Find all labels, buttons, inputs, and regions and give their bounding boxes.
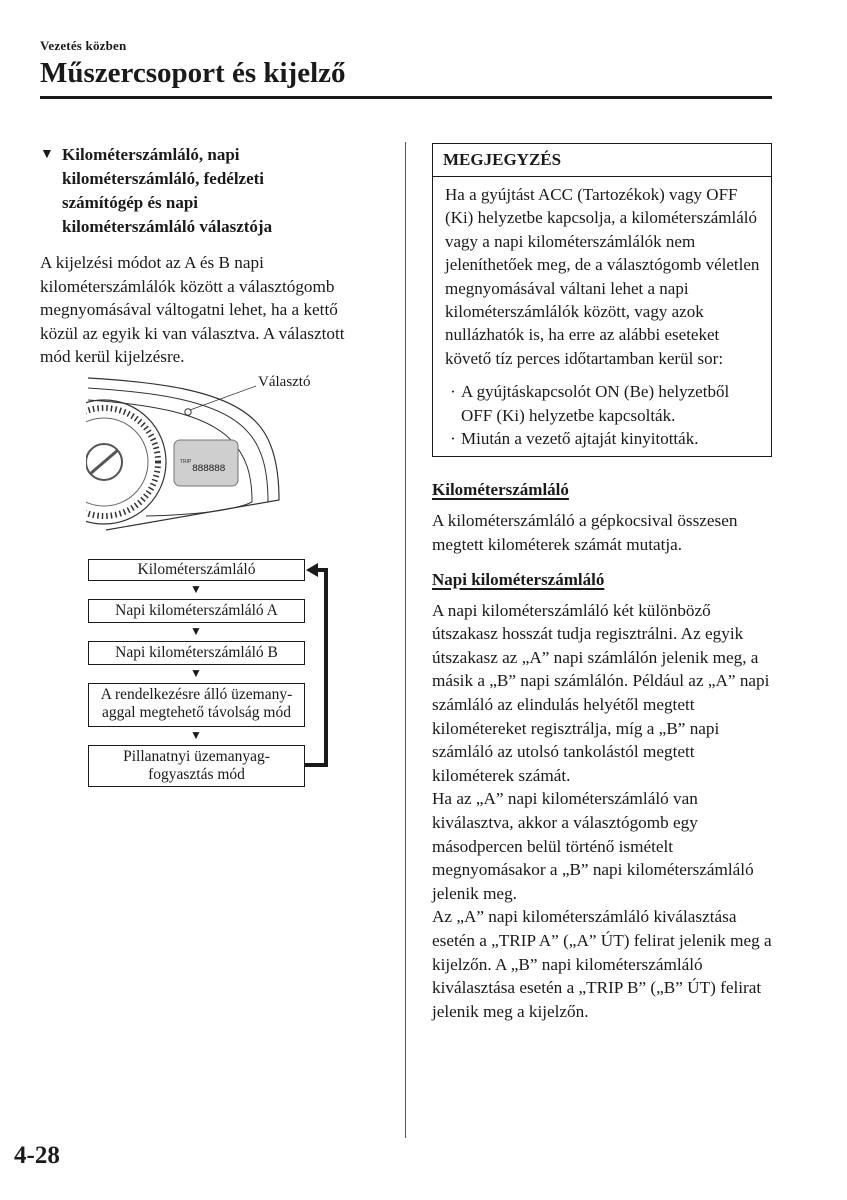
- instrument-cluster-illustration: [86, 370, 306, 535]
- display-digits-text: 888888: [192, 464, 226, 475]
- note-body: [433, 177, 771, 456]
- down-arrow-icon: ▼: [190, 728, 202, 742]
- down-arrow-icon: ▼: [190, 666, 202, 680]
- odometer-heading: Kilométerszámláló: [432, 480, 569, 500]
- triangle-bullet-icon: ▼: [40, 147, 54, 162]
- odometer-text: A kilométerszámláló a gépkocsival összesen megtett kilométerek számát mutatja.: [432, 511, 738, 555]
- page-title: Műszercsoport és kijelző: [40, 57, 346, 89]
- down-arrow-icon: ▼: [190, 624, 202, 638]
- heading-line: kilométerszámláló választója: [62, 217, 273, 236]
- loop-back-arrow: [88, 559, 348, 789]
- list-item: · Miután a vezető ajtaját kinyitották.: [445, 427, 761, 450]
- selector-callout-label: Választó: [258, 374, 311, 390]
- flow-box-consumption: Pillanatnyi üzemanyag- fogyasztás mód: [88, 745, 305, 787]
- trip-paragraph: A napi kilométerszámláló két különböző útszakasz hosszát tudja regisztrálni. Az egyik útszakasz az „A” napi számlálón jelenik meg, a másik a „B” napi számlálón. Például az „A” napi számláló az elindulás helyétől megtett kilométereket regisztrálja, míg a „B” napi számláló az utolsó tankolástól megtett kilométerek számát.: [432, 600, 770, 785]
- column-divider: [405, 142, 406, 1138]
- page-number: 4-28: [14, 1142, 60, 1169]
- flow-box-trip-b: Napi kilométerszámláló B: [88, 641, 305, 665]
- display-trip-text: TRIP: [180, 459, 192, 465]
- intro-paragraph: A kijelzési módot az A és B napi kilométerszámlálók között a választógomb megnyomásával váltogatni lehet, ha a kettő közül az egyik ki van választva. A választott mód kerül kijelzésre.: [40, 253, 345, 367]
- note-box: [432, 143, 772, 457]
- flow-box-odometer: Kilométerszámláló: [88, 559, 305, 581]
- heading-line: Kilométerszámláló, napi: [62, 145, 240, 164]
- note-bullet-list: [445, 380, 761, 450]
- heading-line: kilométerszámláló, fedélzeti: [62, 169, 265, 188]
- trip-meter-heading: Napi kilométerszámláló: [432, 569, 605, 589]
- left-column: [40, 143, 370, 369]
- subsection-heading: [40, 143, 370, 239]
- title-rule: [40, 96, 772, 99]
- down-arrow-icon: ▼: [190, 582, 202, 596]
- note-text: Ha a gyújtást ACC (Tartozékok) vagy OFF (Ki) helyzetbe kapcsolja, a kilométerszámláló vagy a napi kilométerszámlálók nem jeleníthetőek meg, de a választógomb véletlen megnyomásával váltani lehet a napi kilométerszámlálók között, vagy azok nullázhatók is, ha erre az alábbi eseteket követő tíz perces időtartamban kerül sor:: [445, 185, 760, 368]
- bullet-dot-icon: ·: [450, 429, 456, 449]
- bullet-dot-icon: ·: [450, 382, 456, 402]
- note-title: MEGJEGYZÉS: [433, 144, 771, 177]
- right-column: [432, 143, 774, 1023]
- mode-flow-diagram: [88, 559, 348, 789]
- trip-paragraph: Ha az „A” napi kilométerszámláló van kiválasztva, akkor a választógomb egy másodpercen belül történő ismételt megnyomásakor a „B” napi kilométerszámláló jelenik meg.: [432, 789, 754, 903]
- section-label: Vezetés közben: [40, 38, 127, 53]
- trip-paragraph: Az „A” napi kilométerszámláló kiválasztása esetén a „TRIP A” („A” ÚT) felirat jelenik meg a kijelzőn. A „B” napi kilométerszámláló kiválasztása esetén a „TRIP B” („B” ÚT) felirat jelenik meg a kijelzőn.: [432, 907, 772, 1021]
- flow-box-range: A rendelkezésre álló üzemany- aggal megtehető távolság mód: [88, 683, 305, 727]
- flow-box-trip-a: Napi kilométerszámláló A: [88, 599, 305, 623]
- heading-line: számítógép és napi: [62, 193, 198, 212]
- list-item: · A gyújtáskapcsolót ON (Be) helyzetből OFF (Ki) helyzetbe kapcsolták.: [445, 380, 761, 427]
